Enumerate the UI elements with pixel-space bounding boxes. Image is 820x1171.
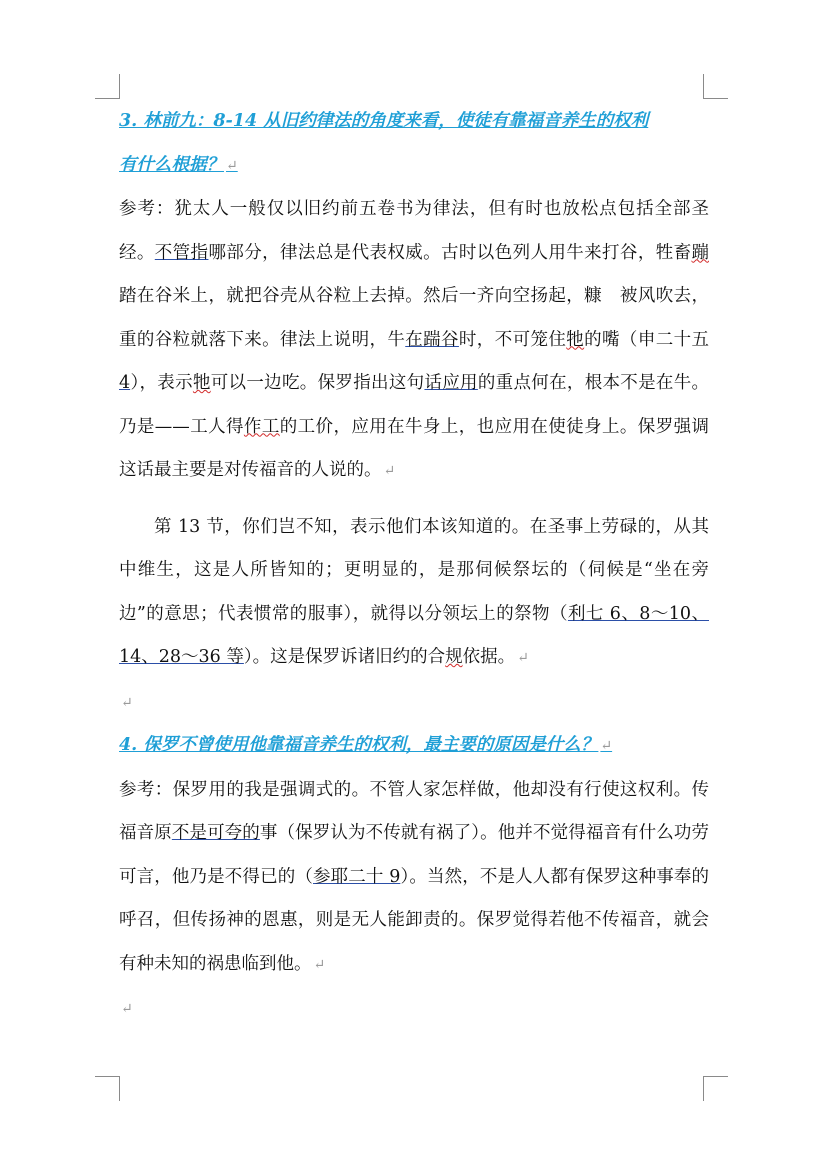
question-3-title-line-1: 3. 林前九：8-14 从旧约律法的角度来看，使徒有靠福音养生的权利	[119, 111, 649, 131]
text-run: 事（保罗认为不传就有祸了）。他并不觉得福音有什么功劳可言，他乃是不得已的（	[119, 823, 710, 887]
scripture-reference-link: 利七 6、8～10、14、28～36 等	[119, 603, 709, 667]
spellcheck-flagged-text: 作工	[243, 416, 280, 437]
page-corner-top-left	[95, 74, 120, 99]
paragraph-mark: ↵	[121, 1001, 133, 1017]
underlined-text: 不是可夸的	[171, 823, 260, 843]
question-3-answer-paragraph	[119, 188, 709, 494]
question-4-title: 4. 保罗不曾使用他靠福音养生的权利，最主要的原因是什么？	[119, 735, 599, 755]
underlined-text: 话应用	[424, 373, 478, 393]
text-run: 的嘴（申二十五	[584, 329, 709, 350]
text-run: 参考：犹太人一般仅以旧约前五卷书为律法，但有时也放松点包括全部圣经。	[119, 199, 709, 263]
verse-13-paragraph	[119, 506, 709, 681]
scripture-reference-link: 4	[119, 373, 131, 393]
text-run: 参考：保罗用的我是强调式的。不管人家怎样做，他却没有行使这权利。传福音原	[119, 779, 709, 843]
page-corner-bottom-right	[703, 1076, 728, 1101]
page-corner-bottom-left	[95, 1076, 120, 1101]
document-body[interactable]	[119, 100, 709, 1031]
text-run: ）。这是保罗诉诸旧约的合	[243, 647, 446, 667]
spellcheck-flagged-text: 蹦	[691, 242, 709, 263]
text-run: 第 13 节，你们岂不知，表示他们本该知道的。在圣事上劳碌的，从其中维生，这是人所皆知的；更明显的，是那伺候祭坛的（伺候是“坐在旁边”的意思；代表惯常的服事），就得以分领坛上的祭物（	[119, 516, 709, 624]
text-run: ），表示	[130, 373, 193, 393]
question-4-answer-paragraph	[119, 769, 709, 988]
spellcheck-flagged-text: 牠	[192, 373, 211, 393]
question-3-title-line-2: 有什么根据？	[119, 154, 224, 175]
underlined-text: 在踹谷	[405, 329, 459, 350]
text-run: 可以一边吃。保罗指出这句	[210, 373, 425, 393]
paragraph-mark: ↵	[600, 738, 613, 754]
underlined-text: 不管指	[154, 242, 209, 263]
paragraph-mark: ↵	[313, 956, 326, 973]
question-4-heading	[119, 724, 709, 769]
empty-paragraph	[119, 681, 709, 725]
text-run: ）。当然，不是人人都有保罗这种事奉的呼召，但传扬神的恩惠，则是无人能卸责的。保罗觉得若他不传福音，就会有种未知的祸患临到他。	[119, 866, 710, 974]
text-run: 时，不可笼住	[458, 329, 567, 350]
spellcheck-flagged-text: 牠	[566, 329, 585, 350]
question-3-heading	[119, 100, 709, 188]
text-run: 踏在谷米上，就把谷壳从谷粒上去掉。然后一齐向空扬起，糠 被风吹去，重的谷粒就落下来。律法上说明，牛	[119, 286, 709, 350]
text-run: 的重点何在，根本不是在牛。乃是——工人得	[119, 373, 710, 437]
paragraph-mark: ↵	[383, 463, 396, 479]
text-run: 的工价，应用在牛身上，也应用在使徒身上。保罗强调这话最主要是对传福音的人说的。	[119, 416, 710, 480]
scripture-reference-link: 参耶二十 9	[312, 866, 401, 887]
paragraph-mark: ↵	[226, 157, 238, 174]
spellcheck-flagged-text: 规	[445, 647, 463, 667]
paragraph-mark: ↵	[121, 694, 133, 711]
text-run: 哪部分，律法总是代表权威。古时以色列人用牛来打谷，牲畜	[208, 242, 692, 263]
text-run: 依据。	[462, 647, 516, 667]
page-corner-top-right	[703, 74, 728, 99]
paragraph-mark: ↵	[517, 650, 529, 666]
empty-paragraph	[119, 987, 709, 1031]
